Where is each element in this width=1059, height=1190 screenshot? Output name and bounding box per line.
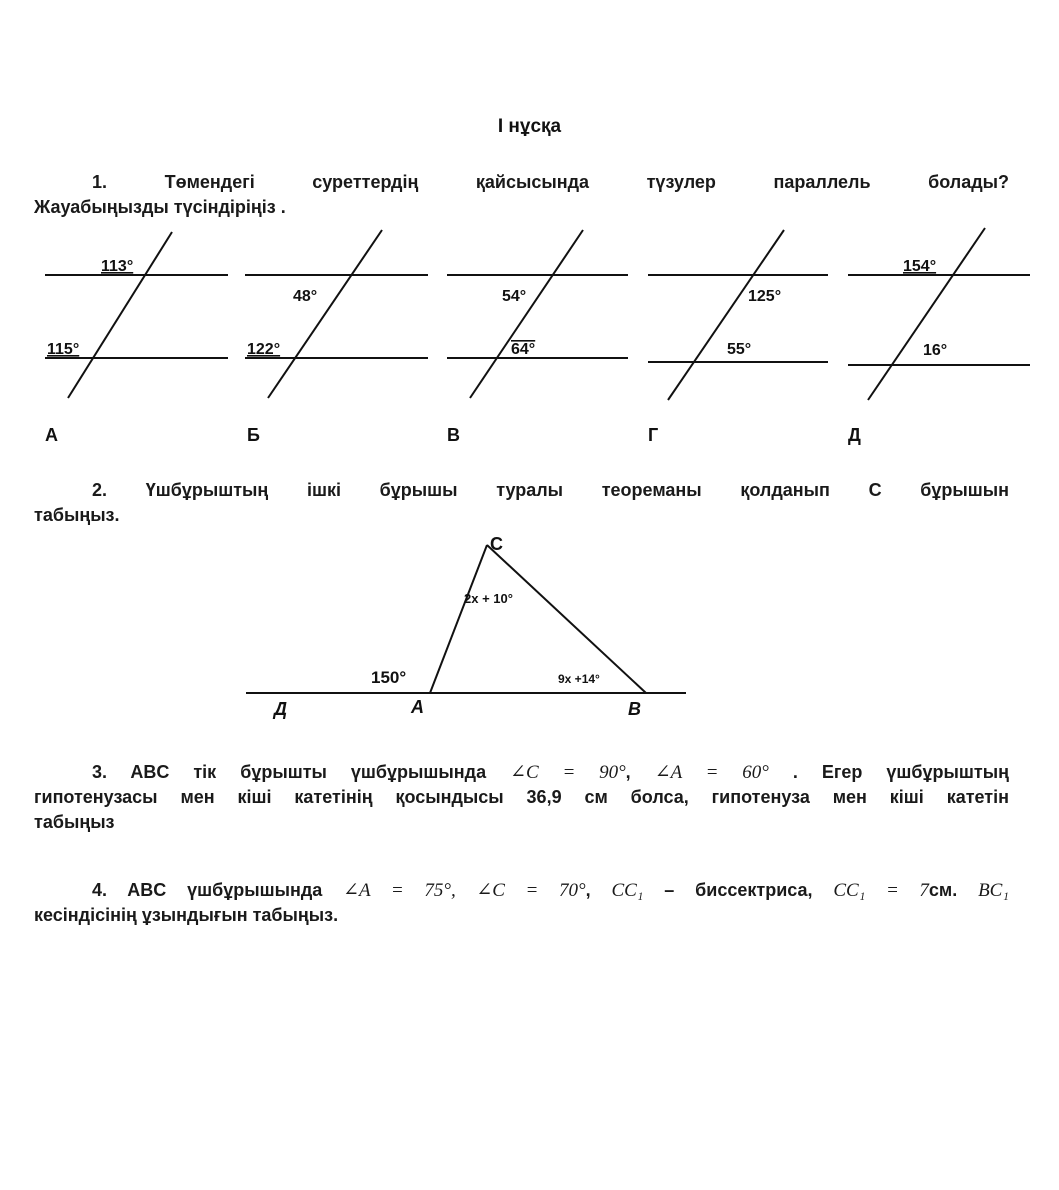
- figure-v-top-angle: 54°: [502, 288, 527, 305]
- figure-b-letter: Б: [247, 425, 260, 445]
- exterior-angle-label: 150°: [371, 668, 407, 687]
- figure-g-top-angle: 125°: [748, 288, 782, 305]
- figure-g-lines: [648, 230, 828, 400]
- question-1-text: [34, 170, 1009, 220]
- angles-condition: ∠A = 75°, ∠C = 70°: [343, 880, 586, 901]
- point-d-label: Д: [274, 699, 287, 719]
- angle-c-label: 2x + 10°: [464, 591, 513, 606]
- figure-a-lines: [45, 232, 228, 398]
- question-3-text: [34, 760, 1009, 835]
- angle-a-condition: ∠A = 60°: [654, 762, 769, 783]
- bisector-length: CC₁ = 7: [833, 880, 929, 901]
- angle-c-condition: ∠C = 90°: [510, 762, 626, 783]
- figure-g-bottom-angle: 55°: [727, 341, 752, 358]
- question-2-line-2: табыңыз.: [34, 505, 120, 525]
- figure-v-lines: [447, 230, 628, 398]
- question-3-line-1: [34, 760, 1009, 785]
- figure-b-lines: [245, 230, 428, 398]
- separator: ,: [585, 880, 591, 900]
- target-segment: BC₁: [978, 880, 1009, 901]
- figure-d-bottom-angle: 16°: [923, 342, 948, 359]
- figure-b-bottom-angle: 122°: [247, 341, 281, 358]
- question-4-line-2: кесіндісінің ұзындығын табыңыз.: [34, 905, 339, 925]
- vertex-a-label: A: [411, 697, 424, 717]
- question-4-line-1: [34, 878, 1009, 903]
- figure-a-top-angle: 113°: [101, 258, 134, 275]
- question-2-line-1: 2. Үшбұрыштың ішкі бұрышы туралы теореманы қолданып С бұрышын: [92, 480, 1009, 500]
- bisector-segment: CC₁: [611, 880, 644, 901]
- question-3-line-3: табыңыз: [34, 812, 115, 832]
- side-ac: [430, 545, 487, 693]
- question-4-text: [34, 878, 1009, 928]
- question-1-figures: [0, 220, 1059, 455]
- vertex-c-label: C: [490, 534, 503, 554]
- figure-d-top-angle: 154°: [903, 258, 937, 275]
- question-1-line-2: Жауабыңызды түсіндіріңіз .: [34, 197, 286, 217]
- question-3-intro: 3. ABC тік бұрышты үшбұрышында: [92, 762, 487, 782]
- figure-a-letter: А: [45, 425, 58, 445]
- question-2-triangle-figure: [0, 525, 1059, 725]
- side-cb: [487, 545, 646, 693]
- vertex-b-label: B: [628, 699, 641, 719]
- figure-d-letter: Д: [848, 425, 861, 445]
- question-1-line-1: 1. Төмендегі суреттердің қайсысында түзулер параллель болады?: [92, 172, 1009, 192]
- figure-a-bottom-angle: 115°: [47, 341, 80, 358]
- figure-d-lines: [848, 228, 1030, 400]
- separator: ,: [625, 762, 631, 782]
- figure-b-top-angle: 48°: [293, 288, 318, 305]
- question-4-intro: 4. ABC үшбұрышында: [92, 880, 323, 900]
- page-title: I нұсқа: [497, 116, 562, 137]
- question-3-continuation: . Егер үшбұрыштың: [792, 762, 1009, 782]
- figure-v-bottom-angle: 64°: [511, 341, 536, 358]
- figure-g-letter: Г: [648, 425, 659, 445]
- angle-b-label: 9x +14°: [558, 672, 600, 686]
- bisector-word: – биссектриса,: [664, 880, 813, 900]
- figure-v-letter: В: [447, 425, 460, 445]
- unit-label: см.: [928, 880, 958, 900]
- question-2-text: [34, 478, 1009, 528]
- question-3-line-2: гипотенузасы мен кіші катетінің қосындысы 36,9 см болса, гипотенуза мен кіші катетін: [34, 787, 1009, 807]
